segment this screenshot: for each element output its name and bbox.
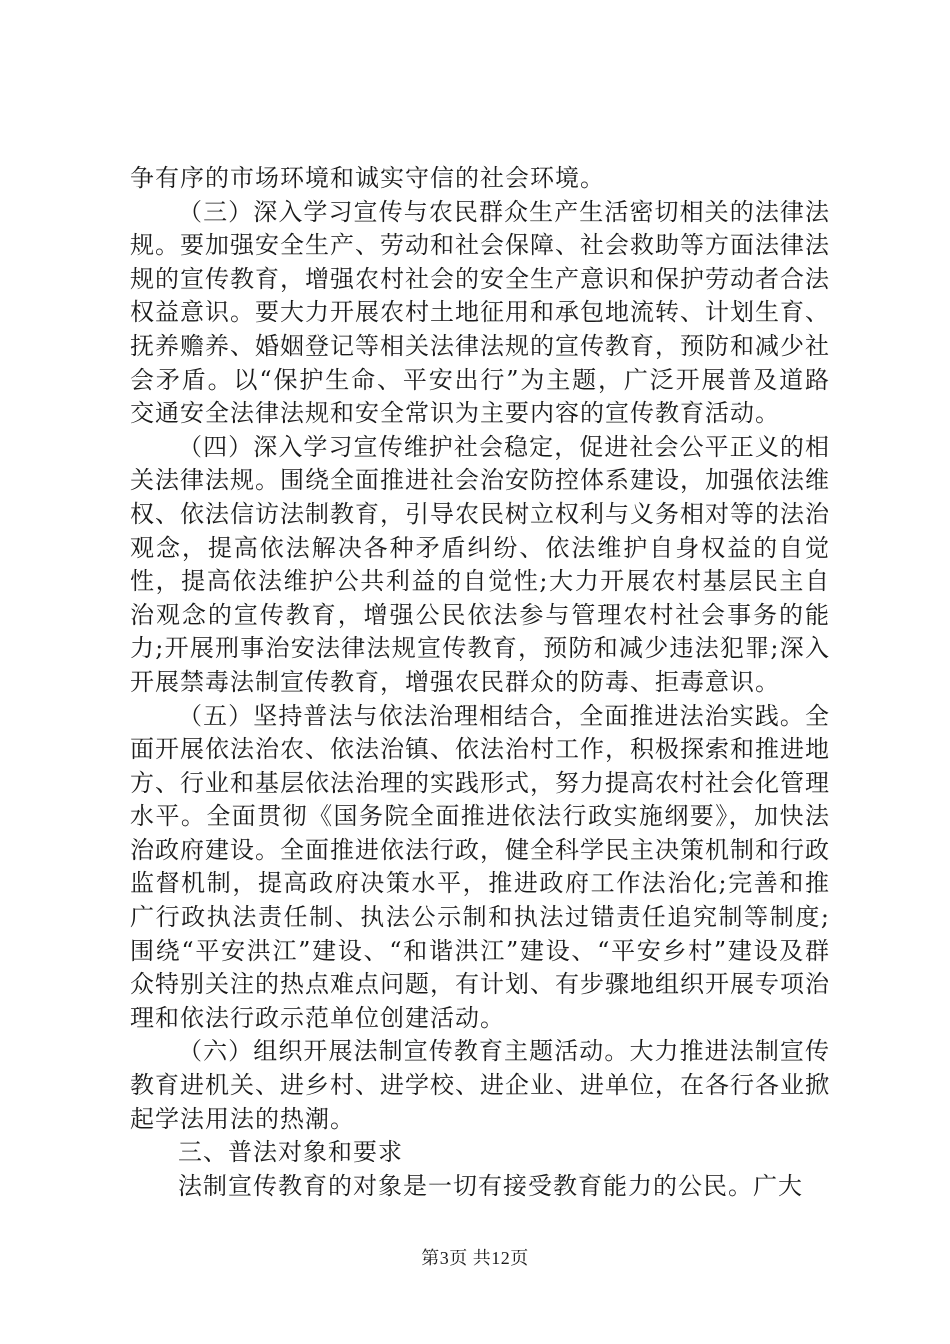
paragraph-continuation: 争有序的市场环境和诚实守信的社会环境。 [130,164,605,192]
paragraph-section-6: （六）组织开展法制宣传教育主题活动。大力推进法制宣传教育进机关、进乡村、进学校、进企业、进单位，在各行各业掀起学法用法的热潮。 [130,1037,830,1133]
paragraph-section-4: （四）深入学习宣传维护社会稳定，促进社会公平正义的相关法律法规。围绕全面推进社会治安防控体系建设，加强依法维权、依法信访法制教育，引导农民树立权利与义务相对等的法治观念，提高依法解决各种矛盾纠纷、依法维护自身权益的自觉性，提高依法维护公共利益的自觉性;大力开展农村基层民主自治观念的宣传教育，增强公民依法参与管理农村社会事务的能力;开展刑事治安法律法规宣传教育，预防和减少违法犯罪;深入开展禁毒法制宣传教育，增强农民群众的防毒、拒毒意识。 [130,432,830,696]
document-body [130,162,830,1203]
paragraph-section-5: （五）坚持普法与依法治理相结合，全面推进法治实践。全面开展依法治农、依法治镇、依法治村工作，积极探索和推进地方、行业和基层依法治理的实践形式，努力提高农村社会化管理水平。全面贯彻《国务院全面推进依法行政实施纲要》，加快法治政府建设。全面推进依法行政，健全科学民主决策机制和行政监督机制，提高政府决策水平，推进政府工作法治化;完善和推广行政执法责任制、执法公示制和执法过错责任追究制等制度;围绕“平安洪江”建设、“和谐洪江”建设、“平安乡村”建设及群众特别关注的热点难点问题，有计划、有步骤地组织开展专项治理和依法行政示范单位创建活动。 [130,701,830,1032]
paragraph-section-3: （三）深入学习宣传与农民群众生产生活密切相关的法律法规。要加强安全生产、劳动和社会保障、社会救助等方面法律法规的宣传教育，增强农村社会的安全生产意识和保护劳动者合法权益意识。要大力开展农村土地征用和承包地流转、计划生育、抚养赡养、婚姻登记等相关法律法规的宣传教育，预防和减少社会矛盾。以“保护生命、平安出行”为主题，广泛开展普及道路交通安全法律法规和安全常识为主要内容的宣传教育活动。 [130,197,830,428]
section-heading: 三、普法对象和要求 [178,1138,403,1167]
paragraph-last: 法制宣传教育的对象是一切有接受教育能力的公民。广大 [178,1171,803,1200]
page-footer: 第3页 共12页 [421,1248,529,1268]
